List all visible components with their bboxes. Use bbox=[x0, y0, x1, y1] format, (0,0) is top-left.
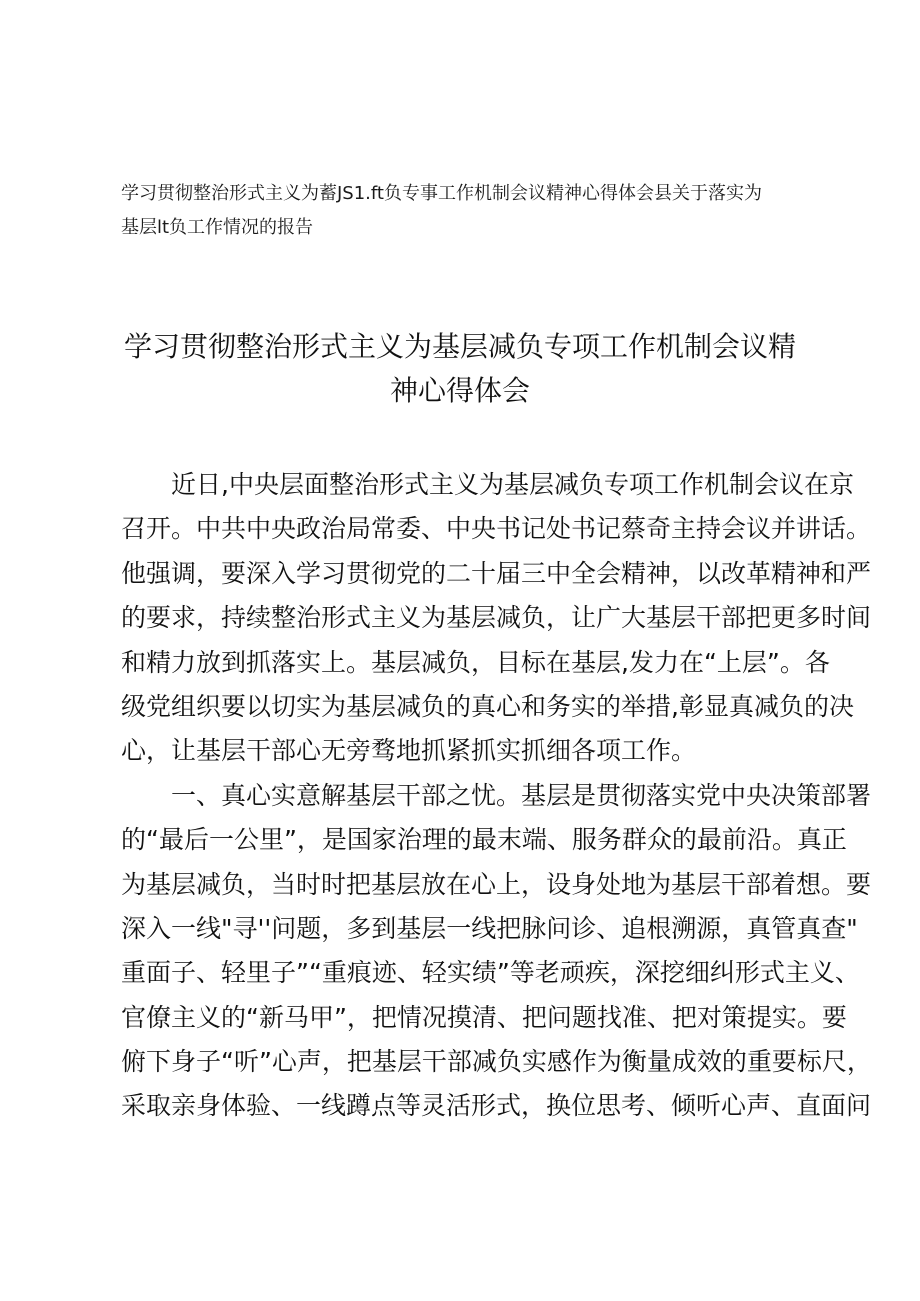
paragraph-2-line-6: 官僚主义的“新马甲”，把情况摸清、把问题找准、把对策提实。要 bbox=[121, 1002, 847, 1032]
paragraph-1-line-7: 心，让基层干部心无旁骛地抓紧抓实抓细各项工作。 bbox=[121, 736, 697, 766]
paragraph-2-line-7: 俯下身子“听”心声，把基层干部减负实感作为衡量成效的重要标尺， bbox=[121, 1047, 872, 1077]
title-line-1: 学习贯彻整治形式主义为基层减负专项工作机制会议精 bbox=[123, 330, 796, 363]
article-title bbox=[110, 325, 810, 413]
paragraph-2-line-8: 采取亲身体验、一线蹲点等灵活形式，换位思考、倾听心声、直面问 bbox=[121, 1091, 872, 1121]
header-line-2: 基层lt负工作情况的报告 bbox=[121, 217, 314, 238]
paragraph-1-line-3: 他强调，要深入学习贯彻党的二十届三中全会精神，以改革精神和严 bbox=[121, 558, 872, 588]
paragraph-2-line-1: 一、真心实意解基层干部之忧。基层是贯彻落实党中央决策部署 bbox=[171, 780, 872, 810]
paragraph-2-line-4: 深入一线"寻''问题，多到基层一线把脉问诊、追根溯源，真管真查" bbox=[121, 913, 858, 943]
document-header bbox=[121, 177, 811, 245]
paragraph-1-line-5: 和精力放到抓落实上。基层减负，目标在基层,发力在“上层”。各 bbox=[121, 647, 830, 677]
paragraph-1-line-2: 召开。中共中央政治局常委、中央书记处书记蔡奇主持会议并讲话。 bbox=[121, 514, 872, 544]
paragraph-1-line-6: 级党组织要以切实为基层减负的真心和务实的举措,彰显真减负的决 bbox=[121, 691, 854, 721]
paragraph-2-line-5: 重面子、轻里子”“重痕迹、轻实绩”等老顽疾，深挖细纠形式主义、 bbox=[121, 958, 860, 988]
title-line-2: 神心得体会 bbox=[389, 374, 530, 407]
paragraph-2-line-2: 的“最后一公里”，是国家治理的最末端、服务群众的最前沿。真正 bbox=[121, 825, 847, 855]
article-body bbox=[121, 463, 872, 1129]
paragraph-1-line-1: 近日,中央层面整治形式主义为基层减负专项工作机制会议在京 bbox=[171, 470, 854, 499]
header-line-1: 学习贯彻整治形式主义为蓄JS1.ft负专事工作机制会议精神心得体会县关于落实为 bbox=[121, 183, 762, 204]
paragraph-2-line-3: 为基层减负，当时时把基层放在心上，设身处地为基层干部着想。要 bbox=[121, 869, 872, 899]
paragraph-1-line-4: 的要求，持续整治形式主义为基层减负，让广大基层干部把更多时间 bbox=[121, 603, 872, 633]
